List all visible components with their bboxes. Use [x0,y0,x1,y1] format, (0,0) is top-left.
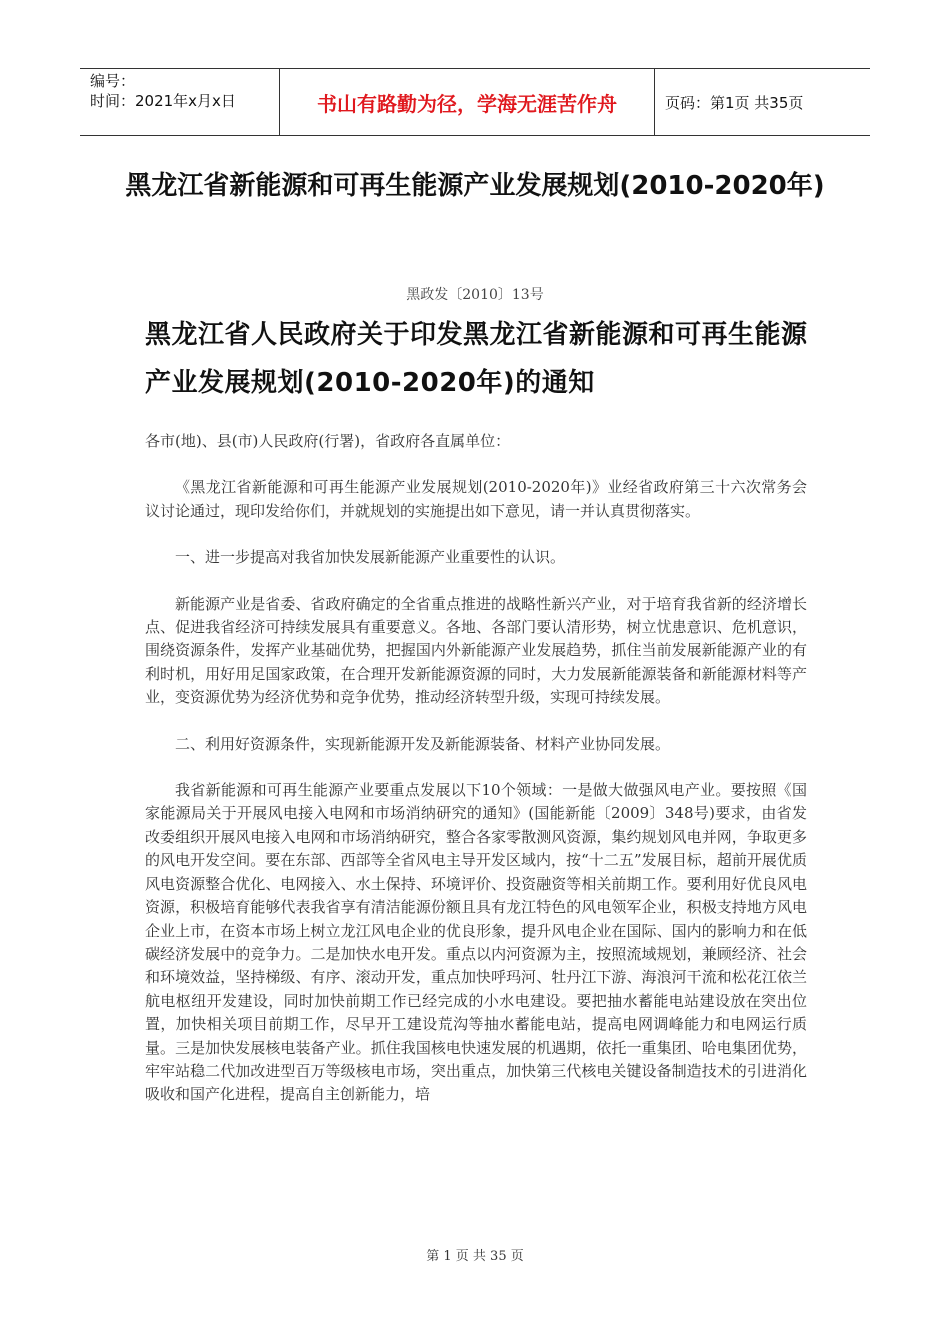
document-body [145,430,807,1130]
document-number: 黑政发〔2010〕13号 [406,287,544,303]
header-page-info: 页码：第1页 共35页 [665,93,804,112]
header-table [80,68,870,136]
header-meta [80,69,280,135]
notice-title: 黑龙江省人民政府关于印发黑龙江省新能源和可再生能源产业发展规划(2010-2020年)的通知 [145,320,808,398]
page-footer: 第 1 页 共 35 页 [426,1249,524,1264]
number-label: 编号： [90,72,136,90]
section-heading: 二、利用好资源条件，实现新能源开发及新能源装备、材料产业协同发展。 [175,734,671,753]
time-label: 时间：2021年x月x日 [90,92,236,110]
document-title: 黑龙江省新能源和可再生能源产业发展规划(2010-2020年) [125,171,825,201]
header-motto: 书山有路勤为径，学海无涯苦作舟 [280,69,655,135]
body-paragraph: 我省新能源和可再生能源产业要重点发展以下10个领域：一是做大做强风电产业。要按照《国家能源局关于开展风电接入电网和市场消纳研究的通知》(国能新能〔2009〕348号)要求，由省发改委组织开展风电接入电网和市场消纳研究，整合各家零散测风资源，集约规划风电并网，争取更多的风电开发空间。要在东部、西部等全省风电主导开发区域内，按“十二五”发展目标，超前开展优质风电资源整合优化、电网接入、水土保持、环境评价、投资融资等相关前期工作。要利用好优良风电资源，积极培育能够代表我省享有清洁能源份额且具有龙江特色的风电领军企业，积极支持地方风电企业上市，在资本市场上树立龙江风电企业的优良形象，提升风电企业在国际、国内的影响力和在低碳经济发展中的竞争力。二是加快水电开发。重点以内河资源为主，按照流域规划，兼顾经济、社会和环境效益，坚持梯级、有序、滚动开发，重点加快呼玛河、牡丹江下游、海浪河干流和松花江依兰航电枢纽开发建设，同时加快前期工作已经完成的小水电建设。要把抽水蓄能电站建设放在突出位置，加快相关项目前期工作，尽早开工建设荒沟等抽水蓄能电站，提高电网调峰能力和电网运行质量。三是加快发展核电装备产业。抓住我国核电快速发展的机遇期，依托一重集团、哈电集团优势，牢牢站稳二代加改进型百万等级核电市场，突出重点，加快第三代核电关键设备制造技术的引进消化吸收和国产化进程，提高自主创新能力，培 [145,781,807,1104]
salutation-paragraph: 各市(地)、县(市)人民政府(行署)，省政府各直属单位： [145,432,511,450]
body-paragraph: 新能源产业是省委、省政府确定的全省重点推进的战略性新兴产业，对于培育我省新的经济增长点、促进我省经济可持续发展具有重要意义。各地、各部门要认清形势，树立忧患意识、危机意识，围绕资源条件，发挥产业基础优势，把握国内外新能源产业发展趋势，抓住当前发展新能源产业的有利时机，用好用足国家政策，在合理开发新能源资源的同时，大力发展新能源装备和新能源材料等产业，变资源优势为经济优势和竞争优势，推动经济转型升级，实现可持续发展。 [145,594,807,707]
body-paragraph: 《黑龙江省新能源和可再生能源产业发展规划(2010-2020年)》业经省政府第三十六次常务会议讨论通过，现印发给你们，并就规划的实施提出如下意见，请一并认真贯彻落实。 [145,478,807,520]
section-heading: 一、进一步提高对我省加快发展新能源产业重要性的认识。 [175,548,566,567]
